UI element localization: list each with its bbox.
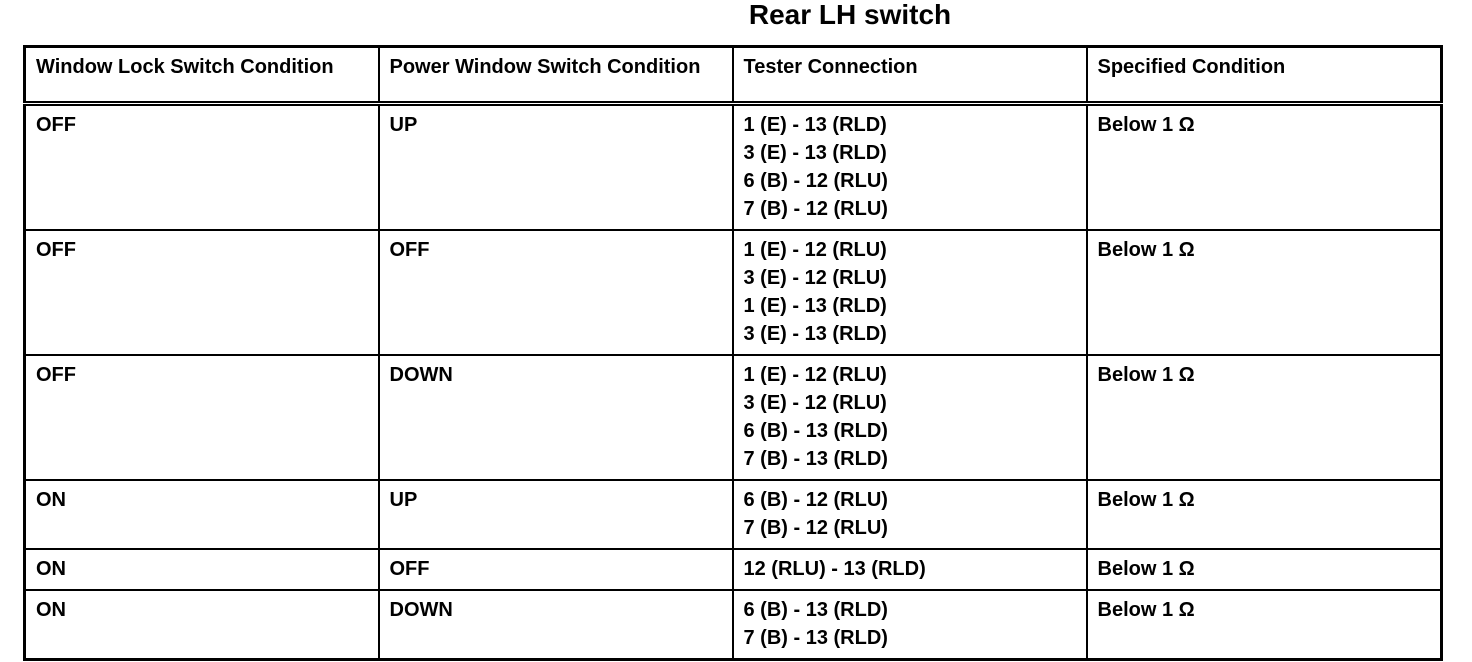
cell-window-lock: ON: [25, 590, 379, 660]
tester-connection-line: 7 (B) - 13 (RLD): [743, 627, 888, 649]
cell-tester-connection: [733, 355, 1087, 480]
cell-power-window: OFF: [379, 549, 733, 590]
cell-tester-connection: [733, 230, 1087, 355]
header-window-lock: Window Lock Switch Condition: [25, 47, 379, 104]
cell-power-window: OFF: [379, 230, 733, 355]
table-row: [25, 590, 1442, 660]
tester-connection-line: 3 (E) - 12 (RLU): [743, 392, 887, 414]
cell-specified-condition: Below 1 Ω: [1087, 230, 1442, 355]
table-row: [25, 104, 1442, 231]
header-row: [25, 47, 1442, 104]
tester-connection-line: 6 (B) - 13 (RLD): [743, 420, 888, 442]
tester-connection-line: 3 (E) - 13 (RLD): [743, 323, 887, 345]
tester-connection-line: 3 (E) - 13 (RLD): [743, 142, 887, 164]
table-row: [25, 480, 1442, 549]
cell-specified-condition: Below 1 Ω: [1087, 104, 1442, 231]
header-power-window: Power Window Switch Condition: [379, 47, 733, 104]
switch-spec-table: [23, 45, 1443, 661]
cell-power-window: DOWN: [379, 590, 733, 660]
cell-window-lock: ON: [25, 480, 379, 549]
cell-power-window: UP: [379, 480, 733, 549]
tester-connection-line: 3 (E) - 12 (RLU): [743, 267, 887, 289]
table-row: [25, 549, 1442, 590]
cell-window-lock: OFF: [25, 355, 379, 480]
table-row: [25, 355, 1442, 480]
tester-connection-line: 6 (B) - 13 (RLD): [743, 599, 888, 621]
tester-connection-line: 7 (B) - 13 (RLD): [743, 448, 888, 470]
cell-tester-connection: [733, 549, 1087, 590]
cell-window-lock: OFF: [25, 104, 379, 231]
tester-connection-line: 7 (B) - 12 (RLU): [743, 198, 888, 220]
cell-power-window: UP: [379, 104, 733, 231]
tester-connection-line: 1 (E) - 13 (RLD): [743, 114, 887, 136]
cell-power-window: DOWN: [379, 355, 733, 480]
cell-window-lock: OFF: [25, 230, 379, 355]
tester-connection-line: 7 (B) - 12 (RLU): [743, 517, 888, 539]
table-row: [25, 230, 1442, 355]
cell-tester-connection: [733, 104, 1087, 231]
cell-tester-connection: [733, 590, 1087, 660]
table-header: [25, 47, 1442, 104]
cell-specified-condition: Below 1 Ω: [1087, 549, 1442, 590]
tester-connection-line: 1 (E) - 12 (RLU): [743, 239, 887, 261]
table-body: [25, 104, 1442, 660]
tester-connection-line: 1 (E) - 12 (RLU): [743, 364, 887, 386]
page-title: Rear LH switch: [748, 0, 952, 30]
tester-connection-line: 6 (B) - 12 (RLU): [743, 170, 888, 192]
cell-specified-condition: Below 1 Ω: [1087, 355, 1442, 480]
tester-connection-line: 1 (E) - 13 (RLD): [743, 295, 887, 317]
cell-tester-connection: [733, 480, 1087, 549]
tester-connection-line: 12 (RLU) - 13 (RLD): [743, 558, 926, 580]
tester-connection-line: 6 (B) - 12 (RLU): [743, 489, 888, 511]
cell-specified-condition: Below 1 Ω: [1087, 480, 1442, 549]
cell-specified-condition: Below 1 Ω: [1087, 590, 1442, 660]
header-tester-connection: Tester Connection: [733, 47, 1087, 104]
header-specified-condition: Specified Condition: [1087, 47, 1442, 104]
cell-window-lock: ON: [25, 549, 379, 590]
